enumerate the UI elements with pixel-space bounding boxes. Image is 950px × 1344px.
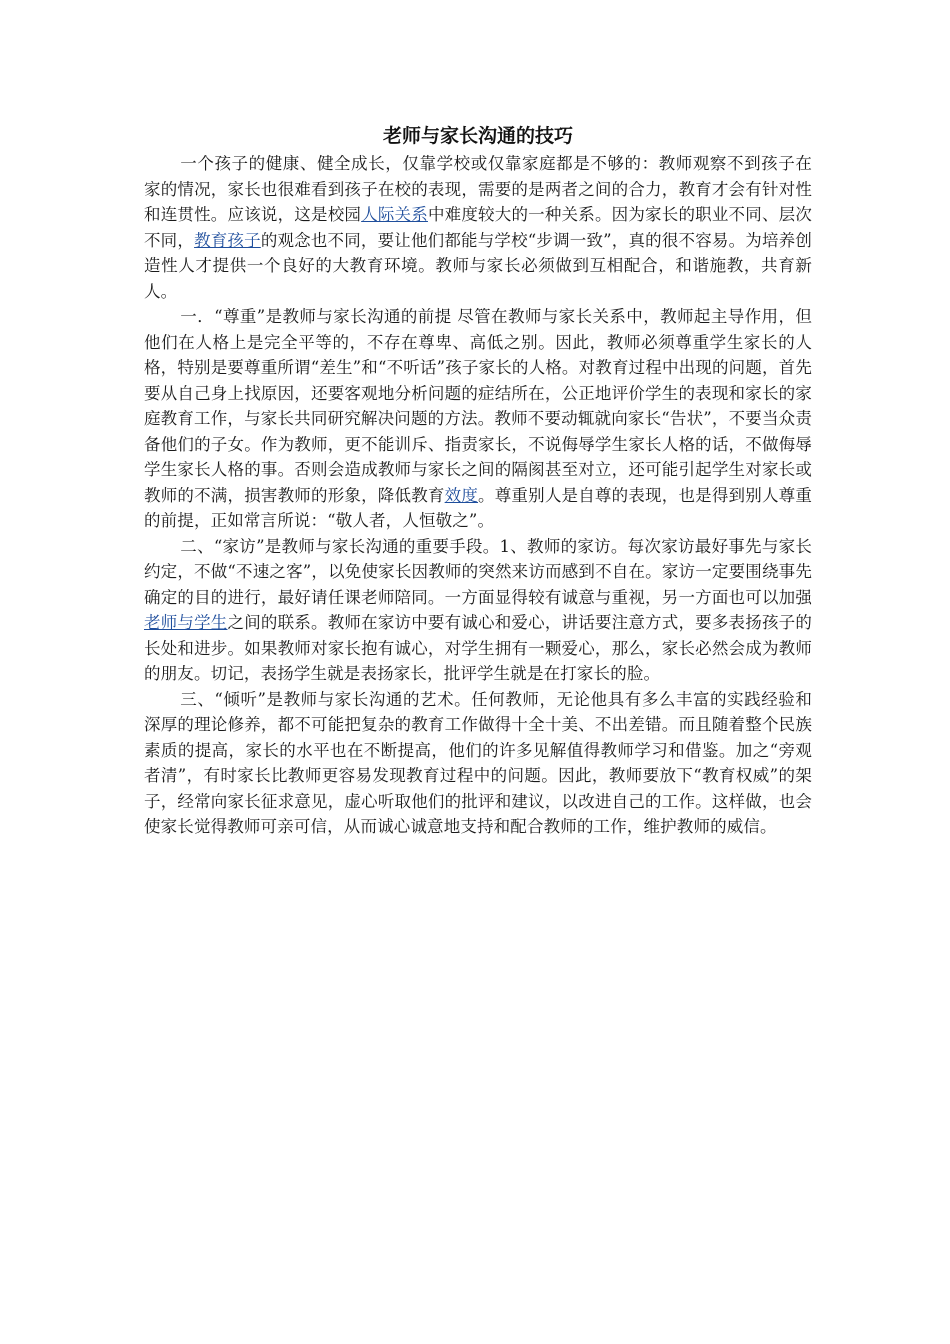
paragraph-text: 一．“尊重”是教师与家长沟通的前提 尽管在教师与家长关系中，教师起主导作用，但他们在人格上是完全平等的，不存在尊卑、高低之别。因此，教师必须尊重学生家长的人格，特别是要尊重所谓“差生”和“不听话”孩子家长的人格。对教育过程中出现的问题，首先要从自己身上找原因，还要客观地分析问题的症结所在，公正地评价学生的表现和家长的家庭教育工作，与家长共同研究解决问题的方法。教师不要动辄就向家长“告状”，不要当众责备他们的子女。作为教师，更不能训斥、指责家长，不说侮辱学生家长人格的话，不做侮辱学生家长人格的事。否则会造成教师与家长之间的隔阂甚至对立，还可能引起学生对家长或教师的不满，损害教师的形象，降低教育 xyxy=(144,307,812,505)
link-effectiveness[interactable]: 效度 xyxy=(444,485,479,505)
paragraph-text: 之间的联系。教师在家访中要有诚心和爱心，讲话要注意方式，要多表扬孩子的长处和进步。如果教师对家长抱有诚心，对学生拥有一颗爱心，那么，家长必然会成为教师的朋友。切记，表扬学生就是表扬家长，批评学生就是在打家长的脸。 xyxy=(144,613,813,683)
paragraph-text: 二、“家访”是教师与家长沟通的重要手段。1、教师的家访。每次家访最好事先与家长约定，不做“不速之客”，以免使家长因教师的突然来访而感到不自在。家访一定要围绕事先确定的目的进行，最好请任课老师陪同。一方面显得较有诚意与重视，另一方面也可以加强 xyxy=(144,536,812,607)
paragraph-home-visit xyxy=(144,534,812,687)
link-interpersonal-relations[interactable]: 人际关系 xyxy=(361,205,428,224)
paragraph-text: 。尊重别人是自尊的表现，也是得到别人尊重的前提，正如常言所说：“敬人者，人恒敬之”。 xyxy=(144,485,812,530)
paragraph-respect xyxy=(144,304,812,534)
paragraph-text: 一个孩子的健康、健全成长，仅靠学校或仅靠家庭都是不够的：教师观察不到孩子在家的情况，家长也很难看到孩子在校的表现，需要的是两者之间的合力，教育才会有针对性和连贯性。应该说，这是校园 xyxy=(144,154,812,224)
link-educating-children[interactable]: 教育孩子 xyxy=(194,230,261,250)
document-title: 老师与家长沟通的技巧 xyxy=(382,125,573,147)
paragraph-intro xyxy=(144,151,812,304)
paragraph-text: 三、“倾听”是教师与家长沟通的艺术。任何教师，无论他具有多么丰富的实践经验和深厚的理论修养，都不可能把复杂的教育工作做得十全十美、不出差错。而且随着整个民族素质的提高，家长的水平也在不断提高，他们的许多见解值得教师学习和借鉴。加之“旁观者清”，有时家长比教师更容易发现教育过程中的问题。因此，教师要放下“教育权威”的架子，经常向家长征求意见，虚心听取他们的批评和建议，以改进自己的工作。这样做，也会使家长觉得教师可亲可信，从而诚心诚意地支持和配合教师的工作，维护教师的威信。 xyxy=(144,689,812,836)
paragraph-text: 中难度较大的一种关系。因为家长的职业不同、层次不同， xyxy=(144,205,813,250)
link-teacher-and-student[interactable]: 老师与学生 xyxy=(144,613,228,632)
document-body xyxy=(144,123,812,840)
paragraph-listening xyxy=(144,687,812,840)
paragraph-text: 的观念也不同，要让他们都能与学校“步调一致”，真的很不容易。为培养创造性人才提供一个良好的大教育环境。教师与家长必须做到互相配合，和谐施教，共育新人。 xyxy=(144,230,812,301)
